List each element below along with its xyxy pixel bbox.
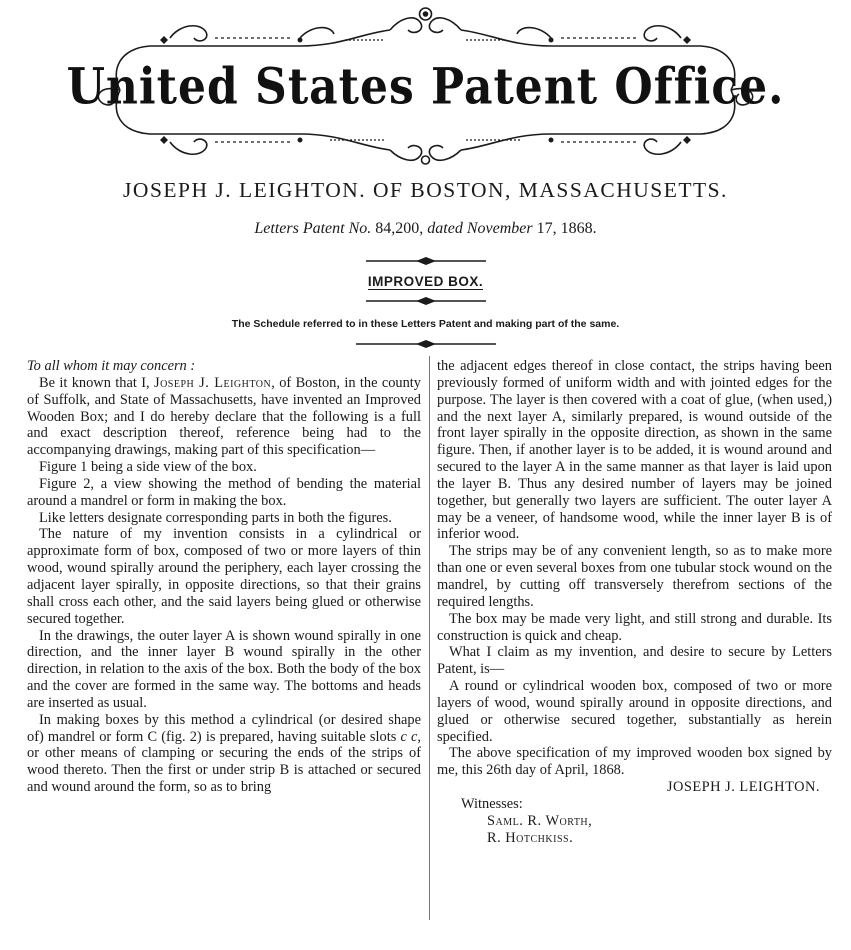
document-title <box>0 274 851 289</box>
column-divider <box>429 356 430 920</box>
patent-date: 17, 1868. <box>536 220 597 237</box>
signature: JOSEPH J. LEIGHTON. <box>666 779 820 796</box>
rule-divider <box>0 340 851 348</box>
masthead <box>0 0 851 168</box>
schedule-note: The Schedule referred to in these Letters Patent and making part of the same. <box>231 318 620 330</box>
inventor-line: JOSEPH J. LEIGHTON. OF BOSTON, MASSACHUSETTS. <box>123 178 728 202</box>
paragraph <box>27 375 421 459</box>
witnesses-label: Witnesses: <box>461 795 523 812</box>
paragraph-text: , of Boston, in the county of Suffolk, and State of Massachusetts, have invented an Improved Wooden Box; and I do hereby declare that the following is a full and exact description thereof, reference being had to the accompanying drawings, making part of this specification— <box>27 374 421 459</box>
salutation: To all whom it may concern : <box>27 358 196 374</box>
paragraph: The strips may be of any convenient length, so as to make more than one or even several boxes from one tubular stock wound on the mandrel, by cutting off transversely therefrom sections of the required lengths. <box>437 543 832 610</box>
slot-letters: c c <box>400 728 418 745</box>
witness-name: R. Hotchkiss. <box>487 829 574 846</box>
rule-divider <box>0 297 851 305</box>
paragraph: In the drawings, the outer layer A is shown wound spirally in one direction, and the inner layer B wound spirally in the other direction, in relation to the axis of the box. Both the body of the box and the cover are formed in the same way. The bottoms and heads are inserted as usual. <box>27 627 421 711</box>
rule-divider <box>0 257 851 265</box>
paragraph: the adjacent edges thereof in close contact, the strips having been previously formed of uniform width and with jointed edges for the purpose. The layer is then covered with a coat of glue, (when used,) and the next layer A, similarly prepared, is wound outside of the front layer spirally in the opposite direction, as shown in the same figure. Then, if another layer is to be added, it is wound around and secured to the layer A in the same manner as that layer is laid upon the layer B. Thus any desired number of layers may be joined together, but generally two layers are sufficient. The outer layer A may be a veneer, of handsome wood, while the inner layer B is of inferior wood. <box>437 358 832 543</box>
paragraph: The nature of my invention consists in a cylindrical or approximate form of box, composed of two or more layers of thin wood, wound spirally around the periphery, each layer crossing the adjacent layer spirally, in opposite directions, so that their grains shall cross each other, and the said layers being glued or otherwise secured together. <box>27 526 421 627</box>
inventor-name: Joseph J. Leighton <box>153 374 272 391</box>
left-column <box>27 358 421 796</box>
witness-name: Saml. R. Worth, <box>487 812 593 829</box>
claim-intro: What I claim as my invention, and desire to secure by Letters Patent, is— <box>437 644 832 678</box>
right-column <box>437 358 832 846</box>
paragraph: Figure 2, a view showing the method of bending the material around a mandrel or form in making the box. <box>27 475 421 509</box>
paragraph-text: Be it known that I, <box>39 374 150 391</box>
document-title-text: IMPROVED BOX. <box>367 274 484 289</box>
patent-number: 84,200, <box>375 220 424 237</box>
patent-number-line <box>0 220 851 238</box>
patent-prefix: Letters Patent No. <box>254 220 372 237</box>
paragraph <box>27 712 421 796</box>
paragraph: Like letters designate corresponding parts in both the figures. <box>39 509 392 526</box>
claim: A round or cylindrical wooden box, composed of two or more layers of wood, wound spirally around in opposite directions, and glued or otherwise secured together, substantially as herein specified. <box>437 678 832 745</box>
paragraph: Figure 1 being a side view of the box. <box>39 459 257 476</box>
paragraph: The above specification of my improved wooden box signed by me, this 26th day of April, 1868. <box>437 745 832 779</box>
paragraph-text: , or other means of clamping or securing the ends of the strips of wood thereto. Then the first or under strip B is attached or secured and wound around the form, so as to bring <box>27 728 421 796</box>
paragraph: The box may be made very light, and still strong and durable. Its construction is quick and cheap. <box>437 610 832 644</box>
office-title: United States Patent Office. <box>66 58 785 117</box>
paragraph-text: In making boxes by this method a cylindrical (or desired shape of) mandrel or form C (fig. 2) is prepared, having suitable slots <box>27 711 421 745</box>
patent-dated-label: dated November <box>427 220 533 237</box>
